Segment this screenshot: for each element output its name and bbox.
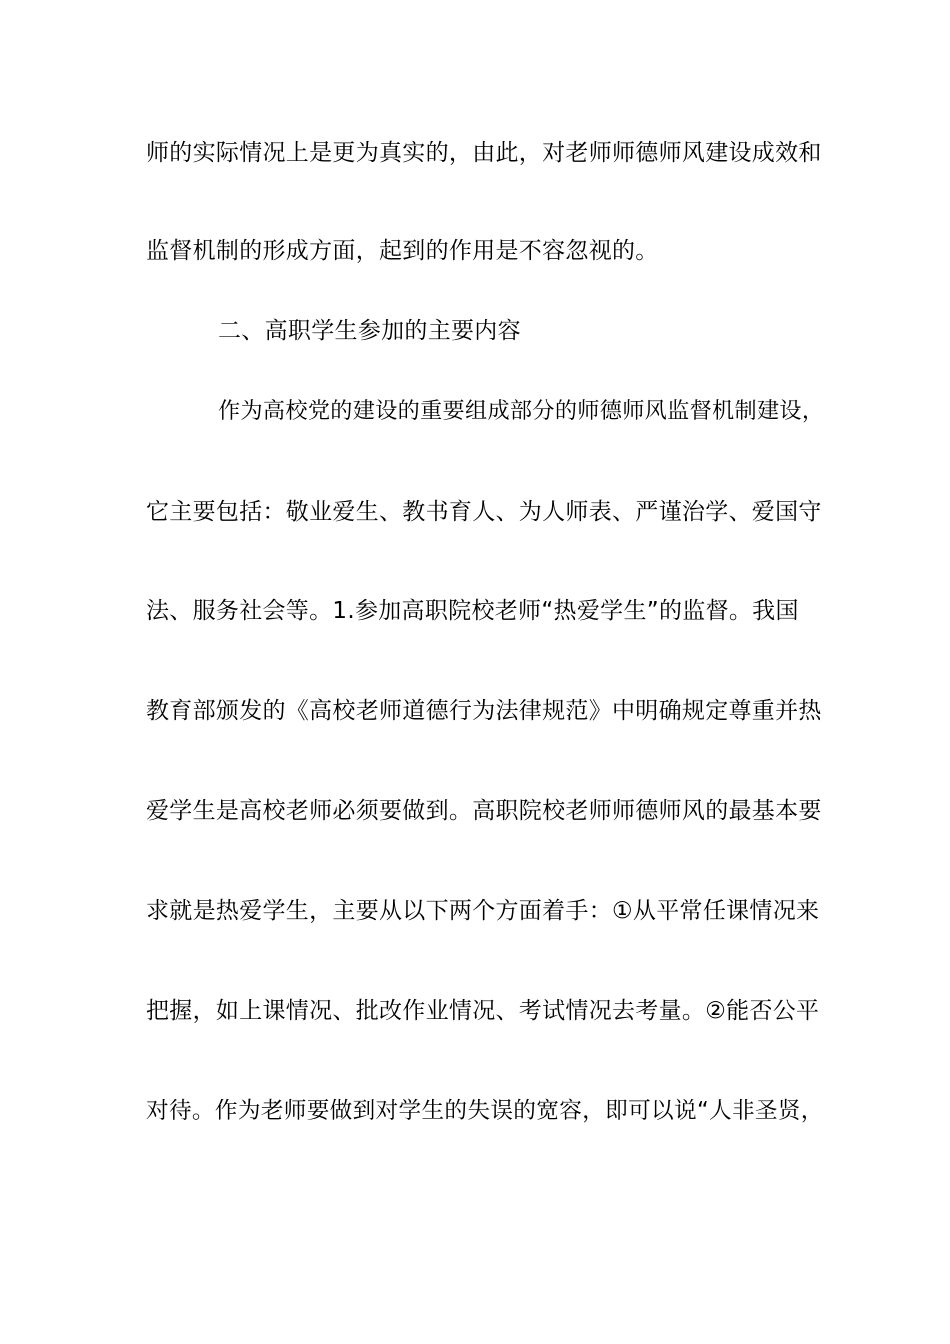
text-line: 教育部颁发的《高校老师道德行为法律规范》中明确规定尊重并热 <box>146 698 822 724</box>
paragraph-first-line: 作为高校党的建设的重要组成部分的师德师风监督机制建设， <box>218 398 825 424</box>
text-line: 把握，如上课情况、批改作业情况、考试情况去考量。②能否公平 <box>146 998 820 1024</box>
text-line: 师的实际情况上是更为真实的，由此，对老师师德师风建设成效和 <box>146 140 822 166</box>
text-line: 监督机制的形成方面，起到的作用是不容忽视的。 <box>146 238 659 264</box>
text-line: 对待。作为老师要做到对学生的失误的宽容，即可以说“人非圣贤， <box>146 1098 824 1124</box>
text-line: 爱学生是高校老师必须要做到。高职院校老师师德师风的最基本要 <box>146 798 822 824</box>
section-heading: 二、高职学生参加的主要内容 <box>218 318 521 344</box>
text-line: 求就是热爱学生，主要从以下两个方面着手：①从平常任课情况来 <box>146 898 820 924</box>
text-line: 法、服务社会等。1.参加高职院校老师“热爱学生”的监督。我国 <box>146 598 799 624</box>
text-line: 它主要包括：敬业爱生、教书育人、为人师表、严谨治学、爱国守 <box>146 499 822 525</box>
